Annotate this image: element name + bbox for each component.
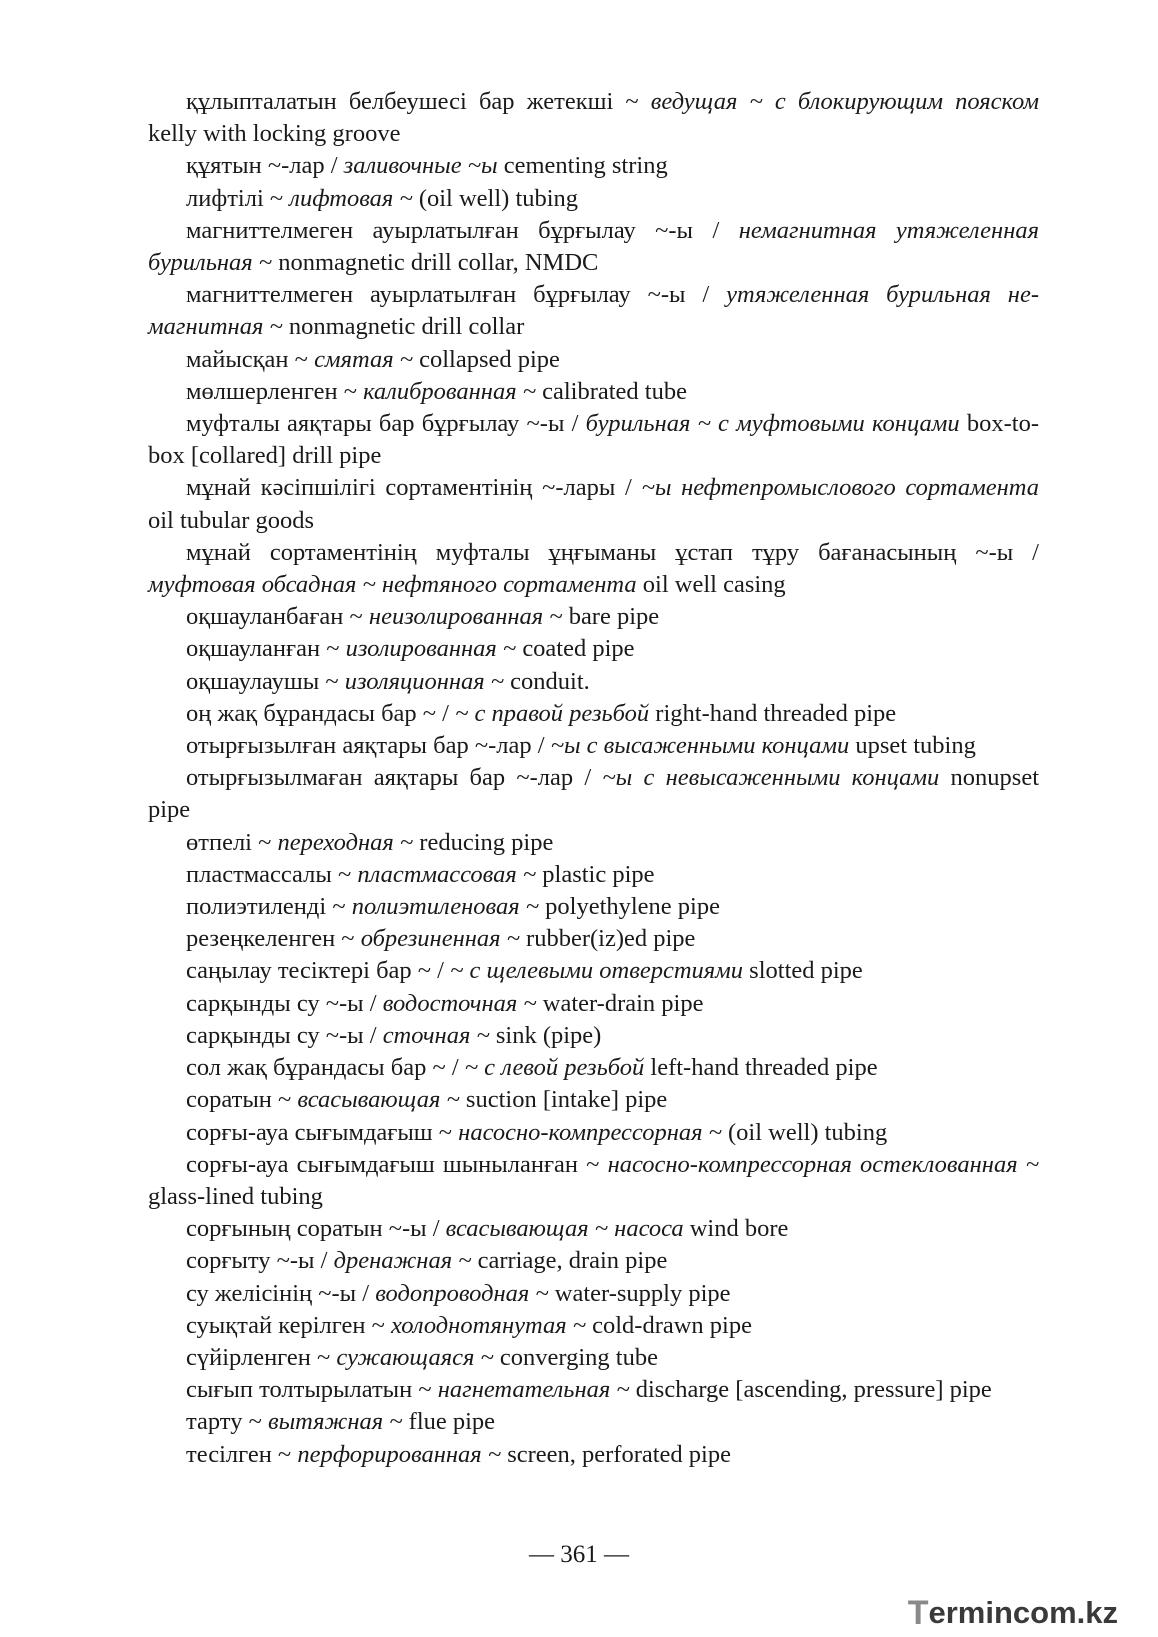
dictionary-entry	[148, 1020, 1039, 1052]
terminkom-watermark-logo	[907, 1593, 1118, 1632]
entry-text: мұнай кәсіпшілігі сортаментінің ~-лары /	[186, 474, 642, 502]
entry-text: муфталы аяқтары бар бұрғылау ~-ы /	[186, 410, 586, 438]
entry-text: резеңкеленген ~	[186, 925, 361, 953]
entry-russian-term: изоляционная ~	[344, 667, 505, 695]
dictionary-entry	[148, 859, 1039, 891]
entry-text: plastic pipe	[536, 860, 655, 888]
entry-russian-term: ~ы с невысаженными концами	[602, 764, 940, 792]
dictionary-entry	[148, 666, 1039, 698]
dictionary-entry	[148, 183, 1039, 215]
entry-text: өтпелі ~	[186, 828, 278, 856]
entry-russian-term: ~ы нефтепромыслового сортамента	[641, 474, 1040, 502]
entry-text: cementing string	[497, 152, 668, 180]
entry-text: right-hand threaded pipe	[649, 699, 897, 727]
entry-text: оқшауланбаған ~	[186, 603, 369, 631]
dictionary-entry	[148, 1406, 1039, 1438]
entry-text: соратын ~	[186, 1086, 298, 1114]
dictionary-entry	[148, 1052, 1039, 1084]
entry-russian-term: утяжеленная бурильная немагнитная ~	[148, 281, 1039, 341]
entry-text: nonmagnetic drill collar	[282, 313, 525, 341]
entry-russian-term: ~ с правой резьбой	[455, 699, 650, 727]
entry-text: полиэтиленді ~	[186, 893, 352, 921]
entry-text: сорғыту ~-ы /	[186, 1247, 334, 1275]
entry-text: suction [intake] pipe	[459, 1086, 668, 1114]
dictionary-entry	[148, 1084, 1039, 1116]
entry-russian-term: насосно-компрессорная остеклованная ~	[607, 1150, 1039, 1178]
dictionary-entry	[148, 698, 1039, 730]
dictionary-entry	[148, 891, 1039, 923]
entry-russian-term: лифтовая ~	[289, 184, 413, 212]
logo-text-part2: m.kz	[1049, 1595, 1118, 1630]
entry-russian-term: водосточная ~	[382, 989, 537, 1017]
entry-text: сорғы-ауа сығымдағыш ~	[186, 1118, 459, 1146]
entry-russian-term: сточная ~	[382, 1021, 490, 1049]
entry-text: құятын ~-лар /	[186, 152, 344, 180]
entry-text: flue pipe	[402, 1408, 496, 1436]
dictionary-entry	[148, 633, 1039, 665]
dictionary-entry	[148, 1342, 1039, 1374]
entry-text: rubber(iz)ed pipe	[519, 925, 696, 953]
dictionary-entry	[148, 215, 1039, 279]
dictionary-entry	[148, 86, 1039, 150]
dictionary-entry	[148, 472, 1039, 536]
entry-text: polyethylene pipe	[539, 893, 720, 921]
entry-russian-term: ~ с щелевыми отверстиями	[450, 957, 744, 985]
dictionary-page-body	[148, 86, 1039, 1471]
entry-text: сарқынды су ~-ы /	[186, 1021, 383, 1049]
entry-russian-term: ведущая ~ с блокирующим пояском	[650, 88, 1040, 115]
dictionary-entry	[148, 923, 1039, 955]
entry-text: саңылау тесіктері бар ~ /	[186, 957, 451, 985]
dictionary-entry	[148, 1310, 1039, 1342]
entry-text: сарқынды су ~-ы /	[186, 989, 383, 1017]
entry-text: conduit.	[504, 667, 590, 695]
entry-text: upset tubing	[849, 732, 976, 760]
entry-text: сорғының соратын ~-ы /	[186, 1215, 446, 1243]
entry-text: тарту ~	[186, 1408, 268, 1436]
entry-russian-term: сужающаяся ~	[336, 1343, 494, 1371]
entry-text: оқшауланған ~	[186, 635, 346, 663]
dictionary-entry	[148, 827, 1039, 859]
entry-text: wind bore	[683, 1215, 789, 1243]
dictionary-entry	[148, 1439, 1039, 1471]
dictionary-entry	[148, 1278, 1039, 1310]
entry-text: оқшаулаушы ~	[186, 667, 345, 695]
entry-text: мұнай сортаментінің муфталы ұңғыманы ұстап тұру бағанасының ~-ы /	[186, 538, 1039, 566]
entry-text: slotted pipe	[743, 957, 863, 985]
dictionary-entry	[148, 988, 1039, 1020]
entry-text: box-to-box [collared] drill pipe	[148, 410, 1040, 470]
entry-text: сығып толтырылатын ~	[186, 1376, 438, 1404]
page-number: — 361 —	[529, 1541, 629, 1568]
entry-russian-term: пластмассовая ~	[357, 860, 537, 888]
entry-text: water-supply pipe	[548, 1279, 731, 1307]
entry-text: oil well casing	[636, 571, 786, 599]
entry-text: магниттелмеген ауырлатылған бұрғылау ~-ы /	[186, 281, 727, 309]
dictionary-entry	[148, 601, 1039, 633]
entry-text: nonmagnetic drill collar, NMDC	[272, 249, 599, 277]
entry-russian-term: всасывающая ~	[297, 1086, 460, 1114]
entry-russian-term: нагнетательная ~	[437, 1376, 630, 1404]
entry-text: collapsed pipe	[412, 345, 560, 373]
entry-text: bare pipe	[562, 603, 660, 631]
entry-text: screen, perforated pipe	[501, 1440, 731, 1468]
entry-russian-term: водопроводная ~	[375, 1279, 549, 1307]
dictionary-entry	[148, 376, 1039, 408]
entry-text: coated pipe	[516, 635, 635, 663]
entry-text: converging tube	[493, 1343, 658, 1371]
entry-text: (oil well) tubing	[721, 1118, 888, 1146]
dictionary-entry	[148, 1213, 1039, 1245]
dictionary-entry	[148, 1149, 1039, 1213]
entry-text: (oil well) tubing	[412, 184, 579, 212]
entry-russian-term: немагнитная утяжеленная бурильная ~	[148, 216, 1039, 277]
dictionary-entry	[148, 1374, 1039, 1406]
entry-text: oil tubular goods	[148, 506, 315, 534]
entry-text: сорғы-ауа сығымдағыш шыныланған ~	[186, 1150, 608, 1178]
entry-text: glass-lined tubing	[148, 1182, 323, 1210]
dictionary-entry	[148, 955, 1039, 987]
entry-russian-term: бурильная ~ с муфтовыми концами	[585, 410, 960, 438]
entry-russian-term: неизолированная ~	[368, 603, 563, 631]
entry-text: reducing pipe	[413, 828, 554, 856]
entry-russian-term: холоднотянутая ~	[390, 1311, 586, 1339]
entry-russian-term: переходная ~	[277, 828, 414, 856]
entry-text: carriage, drain pipe	[471, 1247, 668, 1275]
dictionary-entry	[148, 1245, 1039, 1277]
entry-russian-term: заливочные ~ы	[343, 152, 498, 180]
entry-text: сүйірленген ~	[186, 1343, 337, 1371]
dictionary-entry	[148, 150, 1039, 182]
entry-russian-term: насосно-компрессорная ~	[458, 1118, 722, 1146]
entry-text: отырғызылған аяқтары бар ~-лар /	[186, 732, 551, 760]
entry-text: nonupset pipe	[148, 764, 1040, 824]
entry-text: суықтай керілген ~	[186, 1311, 391, 1339]
logo-letter-t: T	[907, 1593, 929, 1632]
entry-text: kelly with locking groove	[148, 120, 401, 148]
dictionary-entry	[148, 279, 1039, 343]
dictionary-entry	[148, 344, 1039, 376]
entry-text: отырғызылмаған аяқтары бар ~-лар /	[186, 764, 603, 792]
logo-text-part1: ermincо	[928, 1595, 1050, 1630]
entry-text: cold-drawn pipe	[585, 1311, 752, 1339]
entry-text: су желісінің ~-ы /	[186, 1279, 376, 1307]
entry-text: discharge [ascending, pressure] pipe	[629, 1376, 992, 1404]
entry-text: water-drain pipe	[536, 989, 704, 1017]
entry-text: құлыпталатын белбеушесі бар жетекші ~	[186, 88, 651, 115]
entry-russian-term: полиэтиленовая ~	[351, 893, 540, 921]
entry-russian-term: калиброванная ~	[363, 377, 536, 405]
entry-text: лифтілі ~	[186, 184, 290, 212]
entry-text: left-hand threaded pipe	[644, 1054, 878, 1082]
entry-text: майысқан ~	[186, 345, 315, 373]
entry-text: магниттелмеген ауырлатылған бұрғылау ~-ы /	[186, 216, 739, 244]
entry-russian-term: смятая ~	[314, 345, 413, 373]
entry-russian-term: ~ы с высаженными концами	[550, 732, 850, 760]
dictionary-entry	[148, 1117, 1039, 1149]
dictionary-entry	[148, 762, 1039, 826]
entry-russian-term: обрезиненная ~	[360, 925, 520, 953]
entry-text: пластмассалы ~	[186, 860, 358, 888]
entry-text: тесілген ~	[186, 1440, 298, 1468]
entry-russian-term: ~ с левой резьбой	[464, 1054, 645, 1082]
entry-text: оң жақ бұрандасы бар ~ /	[186, 699, 456, 727]
entry-text: calibrated tube	[535, 377, 687, 405]
entry-text: сол жақ бұрандасы бар ~ /	[186, 1054, 465, 1082]
dictionary-entry	[148, 408, 1039, 472]
entry-text: мөлшерленген ~	[186, 377, 364, 405]
dictionary-entry	[148, 730, 1039, 762]
entry-russian-term: муфтовая обсадная ~ нефтяного сортамента	[148, 571, 637, 599]
dictionary-entry	[148, 537, 1039, 601]
entry-russian-term: дренажная ~	[333, 1247, 472, 1275]
entry-russian-term: изолированная ~	[345, 635, 517, 663]
entry-russian-term: всасывающая ~ насоса	[445, 1215, 684, 1243]
entry-text: sink (pipe)	[489, 1021, 602, 1049]
entry-russian-term: перфорированная ~	[297, 1440, 502, 1468]
entry-russian-term: вытяжная ~	[267, 1408, 403, 1436]
